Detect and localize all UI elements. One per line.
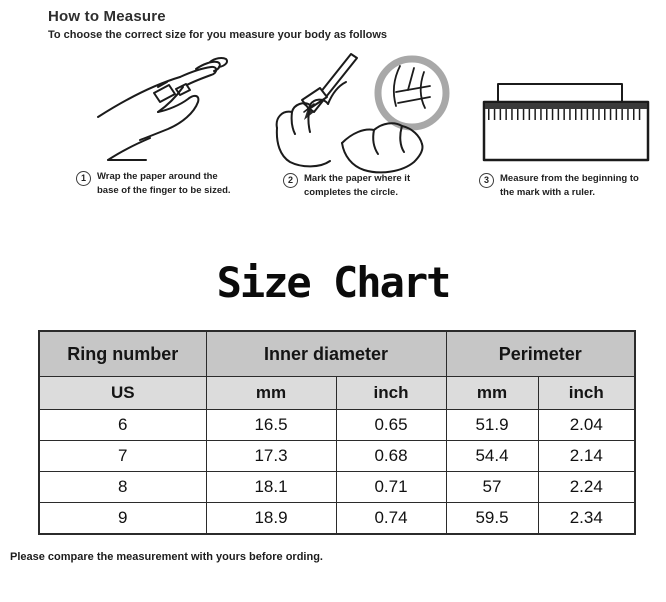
table-cell: 6 bbox=[39, 410, 206, 441]
table-cell: 2.24 bbox=[538, 472, 635, 503]
step-1-caption-line2: base of the finger to be sized. bbox=[97, 185, 231, 196]
table-header-row-2 bbox=[39, 377, 635, 410]
step-3-number-badge: 3 bbox=[479, 173, 494, 188]
table-cell: 2.14 bbox=[538, 441, 635, 472]
page-title: How to Measure bbox=[48, 8, 166, 25]
step-3-caption-line1: Measure from the beginning to bbox=[500, 173, 639, 184]
table-cell: 0.68 bbox=[336, 441, 446, 472]
col-header-ring-number: Ring number bbox=[39, 331, 206, 377]
table-cell: 7 bbox=[39, 441, 206, 472]
magnifier-circle bbox=[378, 59, 446, 127]
table-cell: 59.5 bbox=[446, 503, 538, 535]
step-1-caption-line1: Wrap the paper around the bbox=[97, 171, 218, 182]
table-cell: 2.04 bbox=[538, 410, 635, 441]
col-subheader-diameter-mm: mm bbox=[206, 377, 336, 410]
pen-marking-hands-icon bbox=[262, 48, 454, 176]
step-1-text bbox=[97, 170, 231, 198]
table-cell: 0.71 bbox=[336, 472, 446, 503]
table-cell: 2.34 bbox=[538, 503, 635, 535]
step-3-text bbox=[500, 172, 639, 200]
ruler bbox=[484, 102, 648, 160]
table-header-row-1 bbox=[39, 331, 635, 377]
table-cell: 9 bbox=[39, 503, 206, 535]
page-subtitle: To choose the correct size for you measure your body as follows bbox=[48, 29, 388, 41]
size-chart-table bbox=[38, 330, 636, 535]
step-2-caption-line2: completes the circle. bbox=[304, 187, 398, 198]
col-header-inner-diameter: Inner diameter bbox=[206, 331, 446, 377]
col-subheader-perimeter-mm: mm bbox=[446, 377, 538, 410]
table-cell: 17.3 bbox=[206, 441, 336, 472]
col-subheader-us: US bbox=[39, 377, 206, 410]
step-3-caption bbox=[479, 172, 639, 200]
table-cell: 18.1 bbox=[206, 472, 336, 503]
table-cell: 18.9 bbox=[206, 503, 336, 535]
col-header-perimeter: Perimeter bbox=[446, 331, 635, 377]
footer-note: Please compare the measurement with yours before ording. bbox=[10, 551, 323, 563]
table-row-size-6 bbox=[39, 410, 635, 441]
step-1-caption bbox=[76, 170, 231, 198]
step-3-caption-line2: the mark with a ruler. bbox=[500, 187, 596, 198]
step-2-number-badge: 2 bbox=[283, 173, 298, 188]
col-subheader-perimeter-inch: inch bbox=[538, 377, 635, 410]
step-2-text bbox=[304, 172, 410, 200]
table-row-size-9 bbox=[39, 503, 635, 535]
table-cell: 8 bbox=[39, 472, 206, 503]
hand-with-paper-strip-icon bbox=[88, 55, 240, 167]
table-cell: 57 bbox=[446, 472, 538, 503]
table-row-size-7 bbox=[39, 441, 635, 472]
table-row-size-8 bbox=[39, 472, 635, 503]
table-cell: 54.4 bbox=[446, 441, 538, 472]
col-subheader-diameter-inch: inch bbox=[336, 377, 446, 410]
ruler-with-paper-icon bbox=[478, 78, 654, 170]
step-2-caption-line1: Mark the paper where it bbox=[304, 173, 411, 184]
table-cell: 16.5 bbox=[206, 410, 336, 441]
table-cell: 0.65 bbox=[336, 410, 446, 441]
table-cell: 0.74 bbox=[336, 503, 446, 535]
step-1-number-badge: 1 bbox=[76, 171, 91, 186]
size-chart-title: Size Chart bbox=[216, 258, 450, 307]
table-cell: 51.9 bbox=[446, 410, 538, 441]
step-2-caption bbox=[283, 172, 410, 200]
